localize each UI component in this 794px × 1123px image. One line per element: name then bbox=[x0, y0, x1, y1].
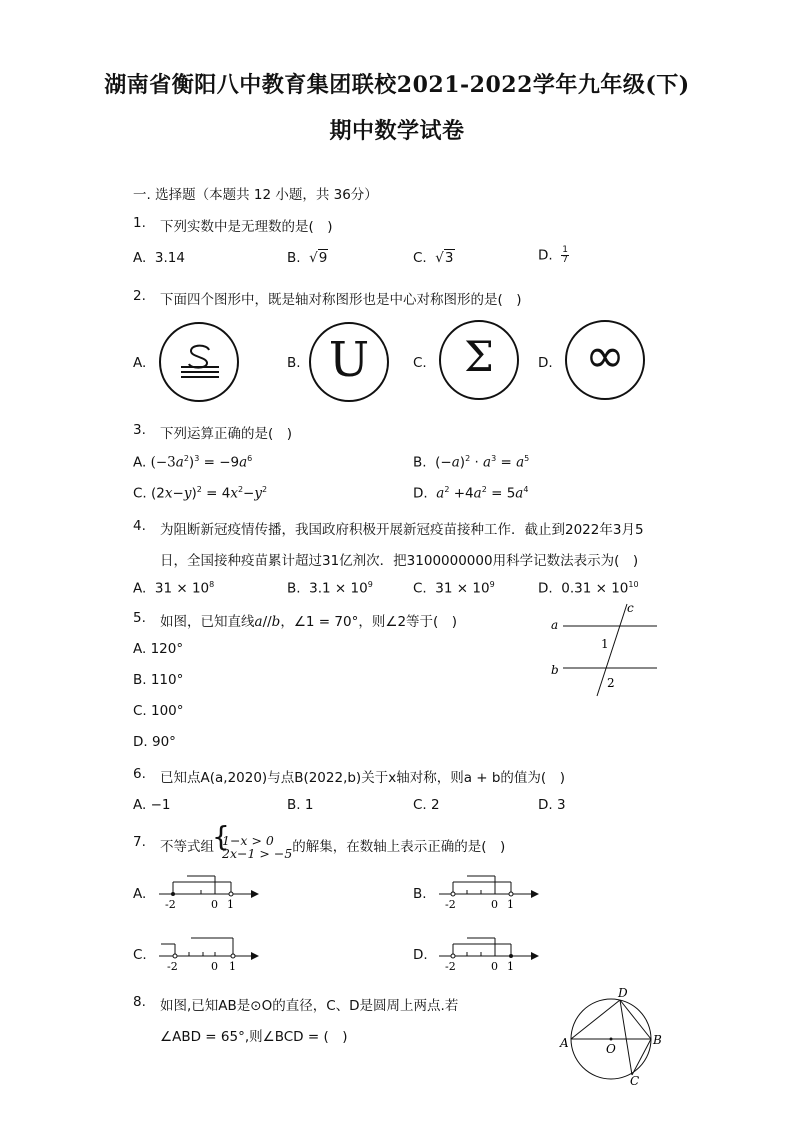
q1-option-a: A. 3.14 bbox=[133, 250, 185, 266]
q4-stem-line2: 日，全国接种疫苗累计超过31亿剂次．把3100000000用科学记数法表示为( ) bbox=[160, 553, 639, 569]
q2-figure-d bbox=[565, 320, 645, 400]
q2-figure-b bbox=[309, 322, 389, 402]
q5-option-a: A. 120° bbox=[133, 641, 184, 657]
q5-stem: 如图，已知直线a//b，∠1 = 70°，则∠2等于( ) bbox=[160, 614, 458, 630]
svg-text:1: 1 bbox=[229, 960, 236, 973]
svg-text:-2: -2 bbox=[165, 898, 176, 911]
inequality-system: { 1−x > 0 2x−1 > −5 bbox=[212, 820, 293, 861]
symbol-u: U bbox=[328, 332, 370, 388]
svg-text:0: 0 bbox=[211, 898, 218, 911]
point-c: C bbox=[630, 1074, 640, 1087]
section-heading: 一. 选择题（本题共 12 小题，共 36分） bbox=[133, 187, 378, 203]
q2-option-b-label: B. bbox=[287, 355, 301, 371]
svg-text:0: 0 bbox=[491, 960, 498, 973]
q7-option-a-label: A. bbox=[133, 886, 147, 902]
symbol-sigma: Σ bbox=[464, 332, 494, 381]
point-b: B bbox=[653, 1033, 662, 1047]
q5-number: 5. bbox=[133, 610, 146, 626]
q7-number-line-c bbox=[155, 930, 265, 976]
q3-option-b: B. $(-a)^2 \cdot a^3 = a^5$ bbox=[413, 454, 530, 471]
paper-title-line2: 期中数学试卷 bbox=[329, 118, 465, 144]
q6-stem: 已知点A(a,2020)与点B(2022,b)关于x轴对称，则a + b的值为( ) bbox=[160, 770, 565, 786]
q5-option-d: D. 90° bbox=[133, 734, 176, 750]
q3-stem: 下列运算正确的是( ) bbox=[160, 426, 293, 442]
label-b: b bbox=[551, 663, 559, 677]
svg-text:1: 1 bbox=[507, 960, 514, 973]
q8-stem-line1: 如图,已知AB是⊙O的直径，C、D是圆周上两点.若 bbox=[160, 998, 459, 1014]
q6-option-d: D. 3 bbox=[538, 797, 566, 813]
q6-number: 6. bbox=[133, 766, 146, 782]
symbol-s-lines-icon bbox=[161, 324, 237, 400]
svg-text:1: 1 bbox=[507, 898, 514, 911]
q5-option-c: C. 100° bbox=[133, 703, 184, 719]
q2-option-d-label: D. bbox=[538, 355, 553, 371]
q2-option-a-label: A. bbox=[133, 355, 147, 371]
svg-text:0: 0 bbox=[491, 898, 498, 911]
svg-text:-2: -2 bbox=[445, 960, 456, 973]
q6-option-c: C. 2 bbox=[413, 797, 440, 813]
q2-stem: 下面四个图形中，既是轴对称图形也是中心对称图形的是( ) bbox=[160, 292, 522, 308]
q1-number: 1. bbox=[133, 215, 146, 231]
label-angle-2: 2 bbox=[607, 676, 615, 690]
q3-option-c: C. $(2x-y)^2 = 4x^2-y^2$ bbox=[133, 485, 268, 502]
q2-number: 2. bbox=[133, 288, 146, 304]
q7-number-line-d bbox=[435, 930, 545, 976]
q4-option-b: B. $3.1 \times 10^9$ bbox=[287, 580, 373, 597]
q4-option-c: C. $31 \times 10^9$ bbox=[413, 580, 495, 597]
q6-option-a: A. −1 bbox=[133, 797, 171, 813]
q2-figure-a bbox=[159, 322, 239, 402]
q5-option-b: B. 110° bbox=[133, 672, 184, 688]
svg-text:0: 0 bbox=[211, 960, 218, 973]
q4-option-d: D. $0.31 \times 10^{10}$ bbox=[538, 580, 639, 597]
q7-option-c-label: C. bbox=[133, 947, 147, 963]
q4-option-a: A. $31 \times 10^8$ bbox=[133, 580, 215, 597]
q5-figure-parallel-lines bbox=[545, 600, 665, 700]
q1-option-d: D. $\frac{1}{7}$ bbox=[538, 245, 569, 265]
q6-option-b: B. 1 bbox=[287, 797, 314, 813]
q7-number-line-b bbox=[435, 868, 545, 914]
q8-figure-circle bbox=[558, 985, 668, 1087]
q7-number-line-a bbox=[155, 868, 265, 914]
q1-option-b: B. √9 bbox=[287, 250, 328, 266]
q2-option-c-label: C. bbox=[413, 355, 427, 371]
symbol-infinity: ∞ bbox=[585, 328, 625, 384]
q3-option-d: D. $a^2 +4a^2 = 5a^4$ bbox=[413, 485, 529, 502]
label-a: a bbox=[551, 618, 559, 632]
q3-number: 3. bbox=[133, 422, 146, 438]
point-d: D bbox=[618, 986, 628, 1000]
q4-number: 4. bbox=[133, 518, 146, 534]
label-c: c bbox=[627, 601, 634, 615]
paper-title-line1: 湖南省衡阳八中教育集团联校2021-2022学年九年级(下) bbox=[104, 72, 690, 98]
label-angle-1: 1 bbox=[601, 637, 609, 651]
svg-text:-2: -2 bbox=[167, 960, 178, 973]
q2-figure-c bbox=[439, 320, 519, 400]
svg-text:1: 1 bbox=[227, 898, 234, 911]
q1-option-c: C. √3 bbox=[413, 250, 454, 266]
q4-stem-line1: 为阻断新冠疫情传播，我国政府积极开展新冠疫苗接种工作．截止到2022年3月5 bbox=[160, 522, 644, 538]
point-a: A bbox=[560, 1036, 569, 1050]
q8-number: 8. bbox=[133, 994, 146, 1010]
q7-number: 7. bbox=[133, 834, 146, 850]
q3-option-a: A. $(-3a^2)^3 = -9a^6$ bbox=[133, 454, 253, 471]
q7-option-d-label: D. bbox=[413, 947, 428, 963]
q7-stem: 不等式组 { 1−x > 0 2x−1 > −5 的解集，在数轴上表示正确的是( ) bbox=[160, 820, 506, 861]
q7-option-b-label: B. bbox=[413, 886, 427, 902]
q8-stem-line2: ∠ABD = 65°,则∠BCD = ( ) bbox=[160, 1029, 348, 1045]
point-o: O bbox=[606, 1042, 616, 1056]
svg-text:-2: -2 bbox=[445, 898, 456, 911]
q1-stem: 下列实数中是无理数的是( ) bbox=[160, 219, 333, 235]
